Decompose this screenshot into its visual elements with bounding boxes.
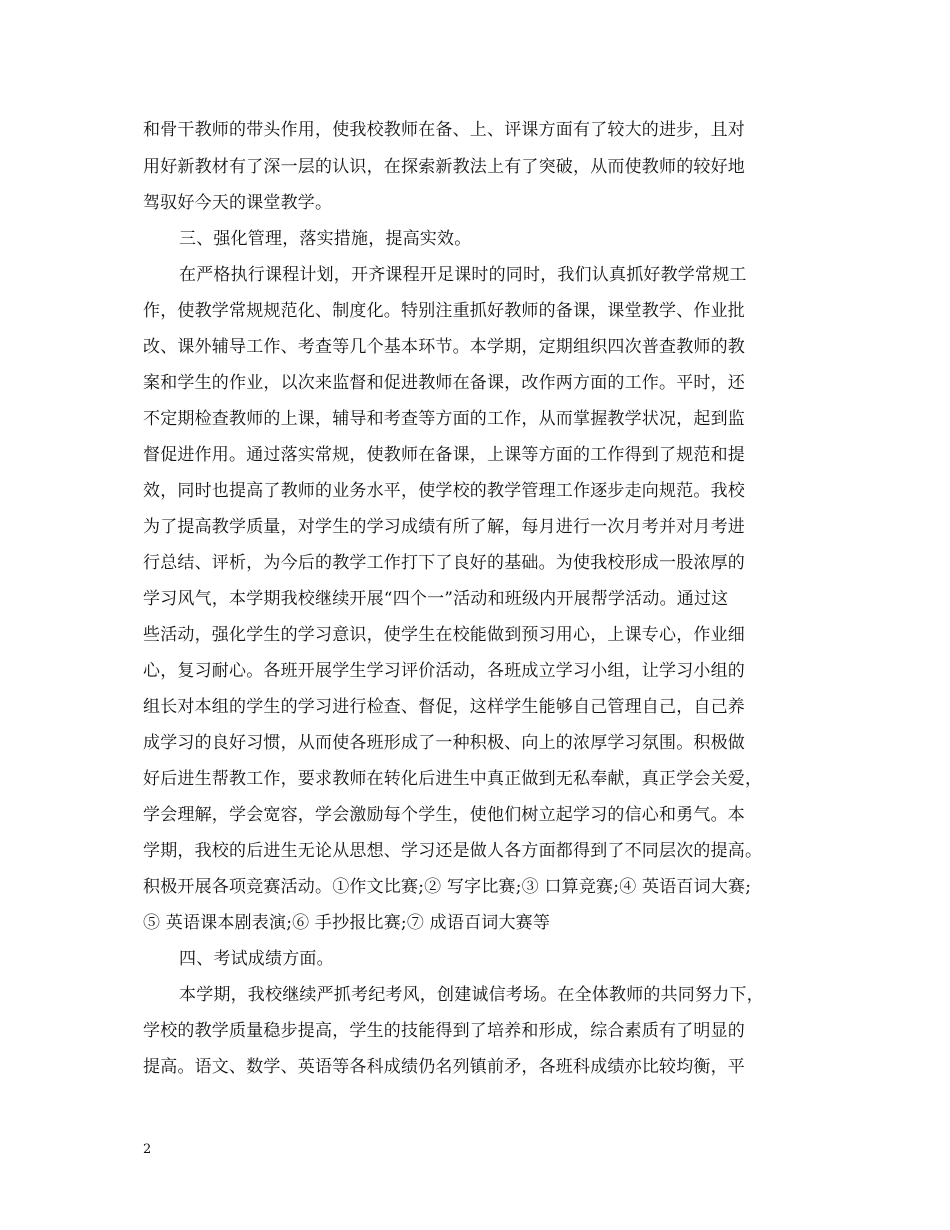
text-line: 学校的教学质量稳步提高，学生的技能得到了培养和形成，综合素质有了明显的 (143, 1021, 745, 1041)
text-line: 为了提高教学质量，对学生的学习成绩有所了解，每月进行一次月考并对月考进 (143, 517, 745, 537)
text-line: 成学习的良好习惯，从而使各班形成了一种积极、向上的浓厚学习氛围。积极做 (143, 733, 745, 753)
text-line: 积极开展各项竞赛活动。①作文比赛;② 写字比赛;③ 口算竞赛;④ 英语百词大赛; (143, 877, 752, 897)
text-line: 用好新教材有了深一层的认识，在探索新教法上有了突破，从而使教师的较好地 (143, 157, 745, 177)
text-line: 学习风气，本学期我校继续开展“四个一”活动和班级内开展帮学活动。通过这 (143, 589, 729, 609)
text-line: 不定期检查教师的上课，辅导和考查等方面的工作，从而掌握教学状况，起到监 (143, 409, 745, 429)
text-line: 好后进生帮教工作，要求教师在转化后进生中真正做到无私奉献，真正学会关爱， (143, 769, 763, 789)
text-line: 些活动，强化学生的学习意识，使学生在校能做到预习用心，上课专心，作业细 (143, 625, 745, 645)
text-line: 组长对本组的学生的学习进行检查、督促，这样学生能够自己管理自己，自己养 (143, 697, 745, 717)
text-line: 驾驭好今天的课堂教学。 (143, 193, 333, 213)
text-line: 心，复习耐心。各班开展学生学习评价活动，各班成立学习小组，让学习小组的 (143, 661, 745, 681)
text-line: ⑤ 英语课本剧表演;⑥ 手抄报比赛;⑦ 成语百词大赛等 (143, 913, 551, 933)
text-line: 在严格执行课程计划，开齐课程开足课时的同时，我们认真抓好教学常规工 (179, 265, 747, 285)
text-line: 改、课外辅导工作、考查等几个基本环节。本学期，定期组织四次普查教师的教 (143, 337, 745, 357)
text-line: 学期，我校的后进生无论从思想、学习还是做人各方面都得到了不同层次的提高。 (143, 841, 763, 861)
text-line: 作，使教学常规规范化、制度化。特别注重抓好教师的备课，课堂教学、作业批 (143, 301, 745, 321)
text-line: 本学期，我校继续严抓考纪考风，创建诚信考场。在全体教师的共同努力下， (179, 985, 764, 1005)
text-line: 学会理解，学会宽容，学会激励每个学生，使他们树立起学习的信心和勇气。本 (143, 805, 745, 825)
section-heading: 四、考试成绩方面。 (179, 949, 334, 969)
text-line: 督促进作用。通过落实常规，使教师在备课，上课等方面的工作得到了规范和提 (143, 445, 745, 465)
section-heading: 三、强化管理，落实措施，提高实效。 (179, 229, 472, 249)
page-number: 2 (143, 1142, 152, 1157)
text-line: 案和学生的作业，以次来监督和促进教师在备课，改作两方面的工作。平时，还 (143, 373, 745, 393)
text-line: 效，同时也提高了教师的业务水平，使学校的教学管理工作逐步走向规范。我校 (143, 481, 745, 501)
text-line: 和骨干教师的带头作用，使我校教师在备、上、评课方面有了较大的进步，且对 (143, 120, 745, 140)
text-line: 行总结、评析，为今后的教学工作打下了良好的基础。为使我校形成一股浓厚的 (143, 553, 745, 573)
text-line: 提高。语文、数学、英语等各科成绩仍名列镇前矛，各班科成绩亦比较均衡，平 (143, 1057, 745, 1077)
